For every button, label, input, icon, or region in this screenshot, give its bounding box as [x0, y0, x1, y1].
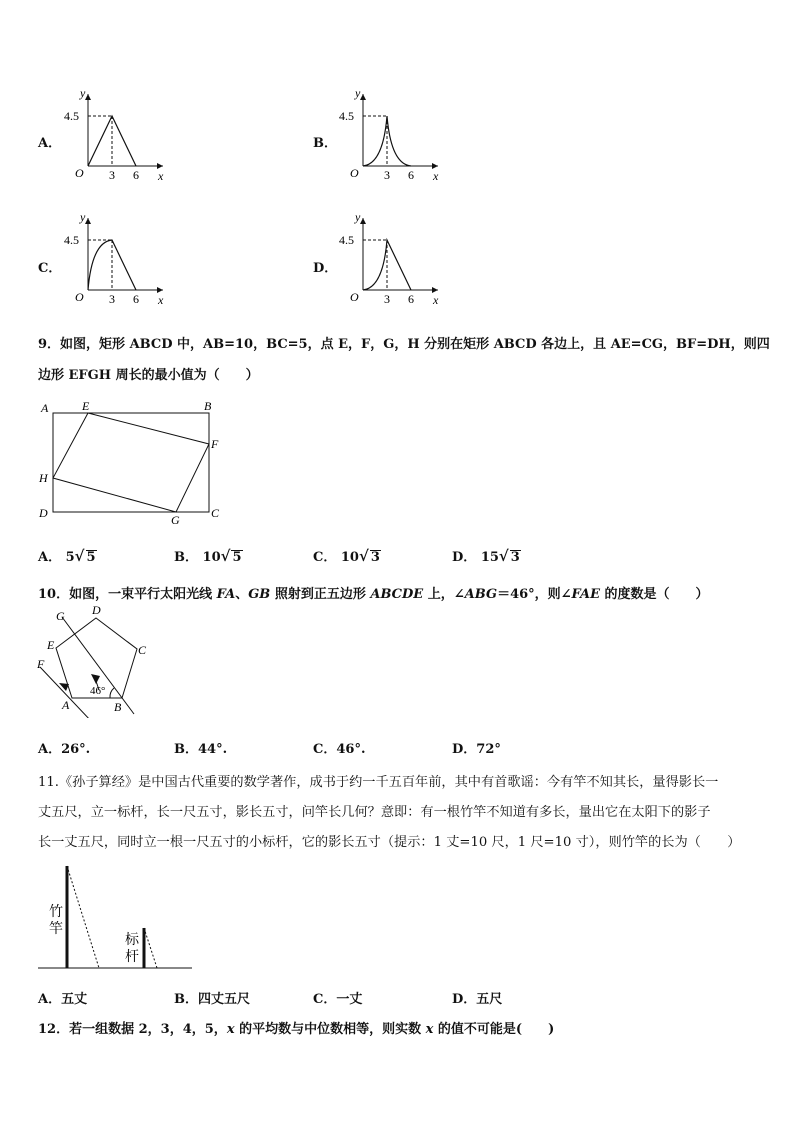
- label-b: B: [114, 700, 122, 714]
- label-d: D: [39, 506, 48, 520]
- label-e: E: [82, 399, 90, 413]
- stick-label-2: 杆: [125, 950, 139, 965]
- x-axis-label: x: [433, 169, 439, 183]
- label-h: H: [39, 471, 48, 485]
- x-tick-6: 6: [408, 168, 414, 182]
- origin-label: O: [75, 166, 84, 180]
- q9-option-b[interactable]: B． 10√ 5: [174, 547, 242, 565]
- q9-stem-line2: 边形 EFGH 周长的最小值为（ ）: [38, 368, 259, 383]
- q11-option-c[interactable]: C．一丈: [313, 992, 363, 1007]
- option-c-label[interactable]: C．: [38, 261, 62, 276]
- graph-d: [333, 208, 443, 312]
- label-f: F: [211, 437, 219, 451]
- label-f: F: [37, 657, 45, 671]
- label-g: G: [56, 609, 65, 623]
- q11-option-d[interactable]: D．五尺: [452, 992, 503, 1007]
- q11-stem-line3: 长一丈五尺，同时立一根一尺五寸的小标杆，它的影长五寸（提示：1 丈=10 尺，1 尺=10 寸），则竹竿的长为（ ）: [38, 835, 741, 850]
- label-e: E: [47, 638, 55, 652]
- label-d: D: [92, 604, 101, 617]
- label-a: A: [62, 698, 70, 712]
- y-tick: 4.5: [64, 233, 79, 247]
- y-tick: 4.5: [339, 109, 354, 123]
- x-tick-3: 3: [109, 168, 115, 182]
- q9-option-d[interactable]: D． 15√ 3: [452, 547, 520, 565]
- q11-option-a[interactable]: A．五丈: [38, 992, 88, 1007]
- option-a-label[interactable]: A．: [38, 136, 62, 151]
- x-axis-label: x: [158, 293, 164, 307]
- graph-c: [58, 208, 168, 312]
- q10-option-b[interactable]: B．44°.: [174, 742, 228, 757]
- q11-option-b[interactable]: B．四丈五尺: [174, 992, 250, 1007]
- origin-label: O: [75, 290, 84, 304]
- q9-option-c[interactable]: C． 10√ 3: [313, 547, 380, 565]
- x-tick-3: 3: [384, 292, 390, 306]
- label-g: G: [171, 513, 180, 527]
- y-axis-label: y: [80, 86, 86, 100]
- q10-option-c[interactable]: C．46°.: [313, 742, 366, 757]
- y-axis-label: y: [355, 210, 361, 224]
- q11-figure: [36, 858, 196, 974]
- y-axis-label: y: [355, 86, 361, 100]
- x-tick-6: 6: [133, 168, 139, 182]
- q10-option-d[interactable]: D．72°: [452, 742, 501, 757]
- q10-figure: [34, 604, 154, 718]
- y-tick: 4.5: [64, 109, 79, 123]
- graph-a: [58, 84, 168, 188]
- q10-stem: 10．如图，一束平行太阳光线 FA、GB 照射到正五边形 ABCDE 上，∠ABG＝46°，则∠FAE 的度数是（ ）: [38, 587, 709, 602]
- pole-label-1: 竹: [49, 905, 63, 920]
- label-c: C: [211, 506, 220, 520]
- x-axis-label: x: [158, 169, 164, 183]
- q10-option-a[interactable]: A．26°.: [38, 742, 91, 757]
- q9-stem-line1: 9．如图，矩形 ABCD 中，AB=10，BC=5，点 E，F，G，H 分别在矩形 ABCD 各边上，且 AE=CG，BF=DH，则四: [38, 337, 770, 352]
- stick-label-1: 标: [125, 933, 139, 948]
- q12-stem: 12．若一组数据 2，3，4，5，x 的平均数与中位数相等，则实数 x 的值不可能是( ): [38, 1022, 555, 1037]
- graph-b: [333, 84, 443, 188]
- x-tick-3: 3: [109, 292, 115, 306]
- y-tick: 4.5: [339, 233, 354, 247]
- y-axis-label: y: [80, 210, 86, 224]
- origin-label: O: [350, 166, 359, 180]
- option-d-label[interactable]: D．: [313, 261, 338, 276]
- option-b-label[interactable]: B．: [313, 136, 337, 151]
- q11-stem-line2: 丈五尺，立一标杆，长一尺五寸，影长五寸，问竿长几何？意即：有一根竹竿不知道有多长，量出它在太阳下的影子: [38, 805, 711, 820]
- pole-label-2: 竿: [49, 922, 63, 937]
- x-tick-3: 3: [384, 168, 390, 182]
- x-tick-6: 6: [133, 292, 139, 306]
- label-b: B: [204, 399, 212, 413]
- origin-label: O: [350, 290, 359, 304]
- q9-option-a[interactable]: A． 5√ 5: [38, 547, 96, 565]
- x-axis-label: x: [433, 293, 439, 307]
- q11-stem-line1: 11.《孙子算经》是中国古代重要的数学著作，成书于约一千五百年前，其中有首歌谣：今有竿不知其长，量得影长一: [38, 775, 719, 790]
- label-c: C: [138, 643, 147, 657]
- x-tick-6: 6: [408, 292, 414, 306]
- angle-label: 46°: [90, 685, 106, 697]
- q9-figure: [36, 396, 236, 528]
- label-a: A: [41, 401, 49, 415]
